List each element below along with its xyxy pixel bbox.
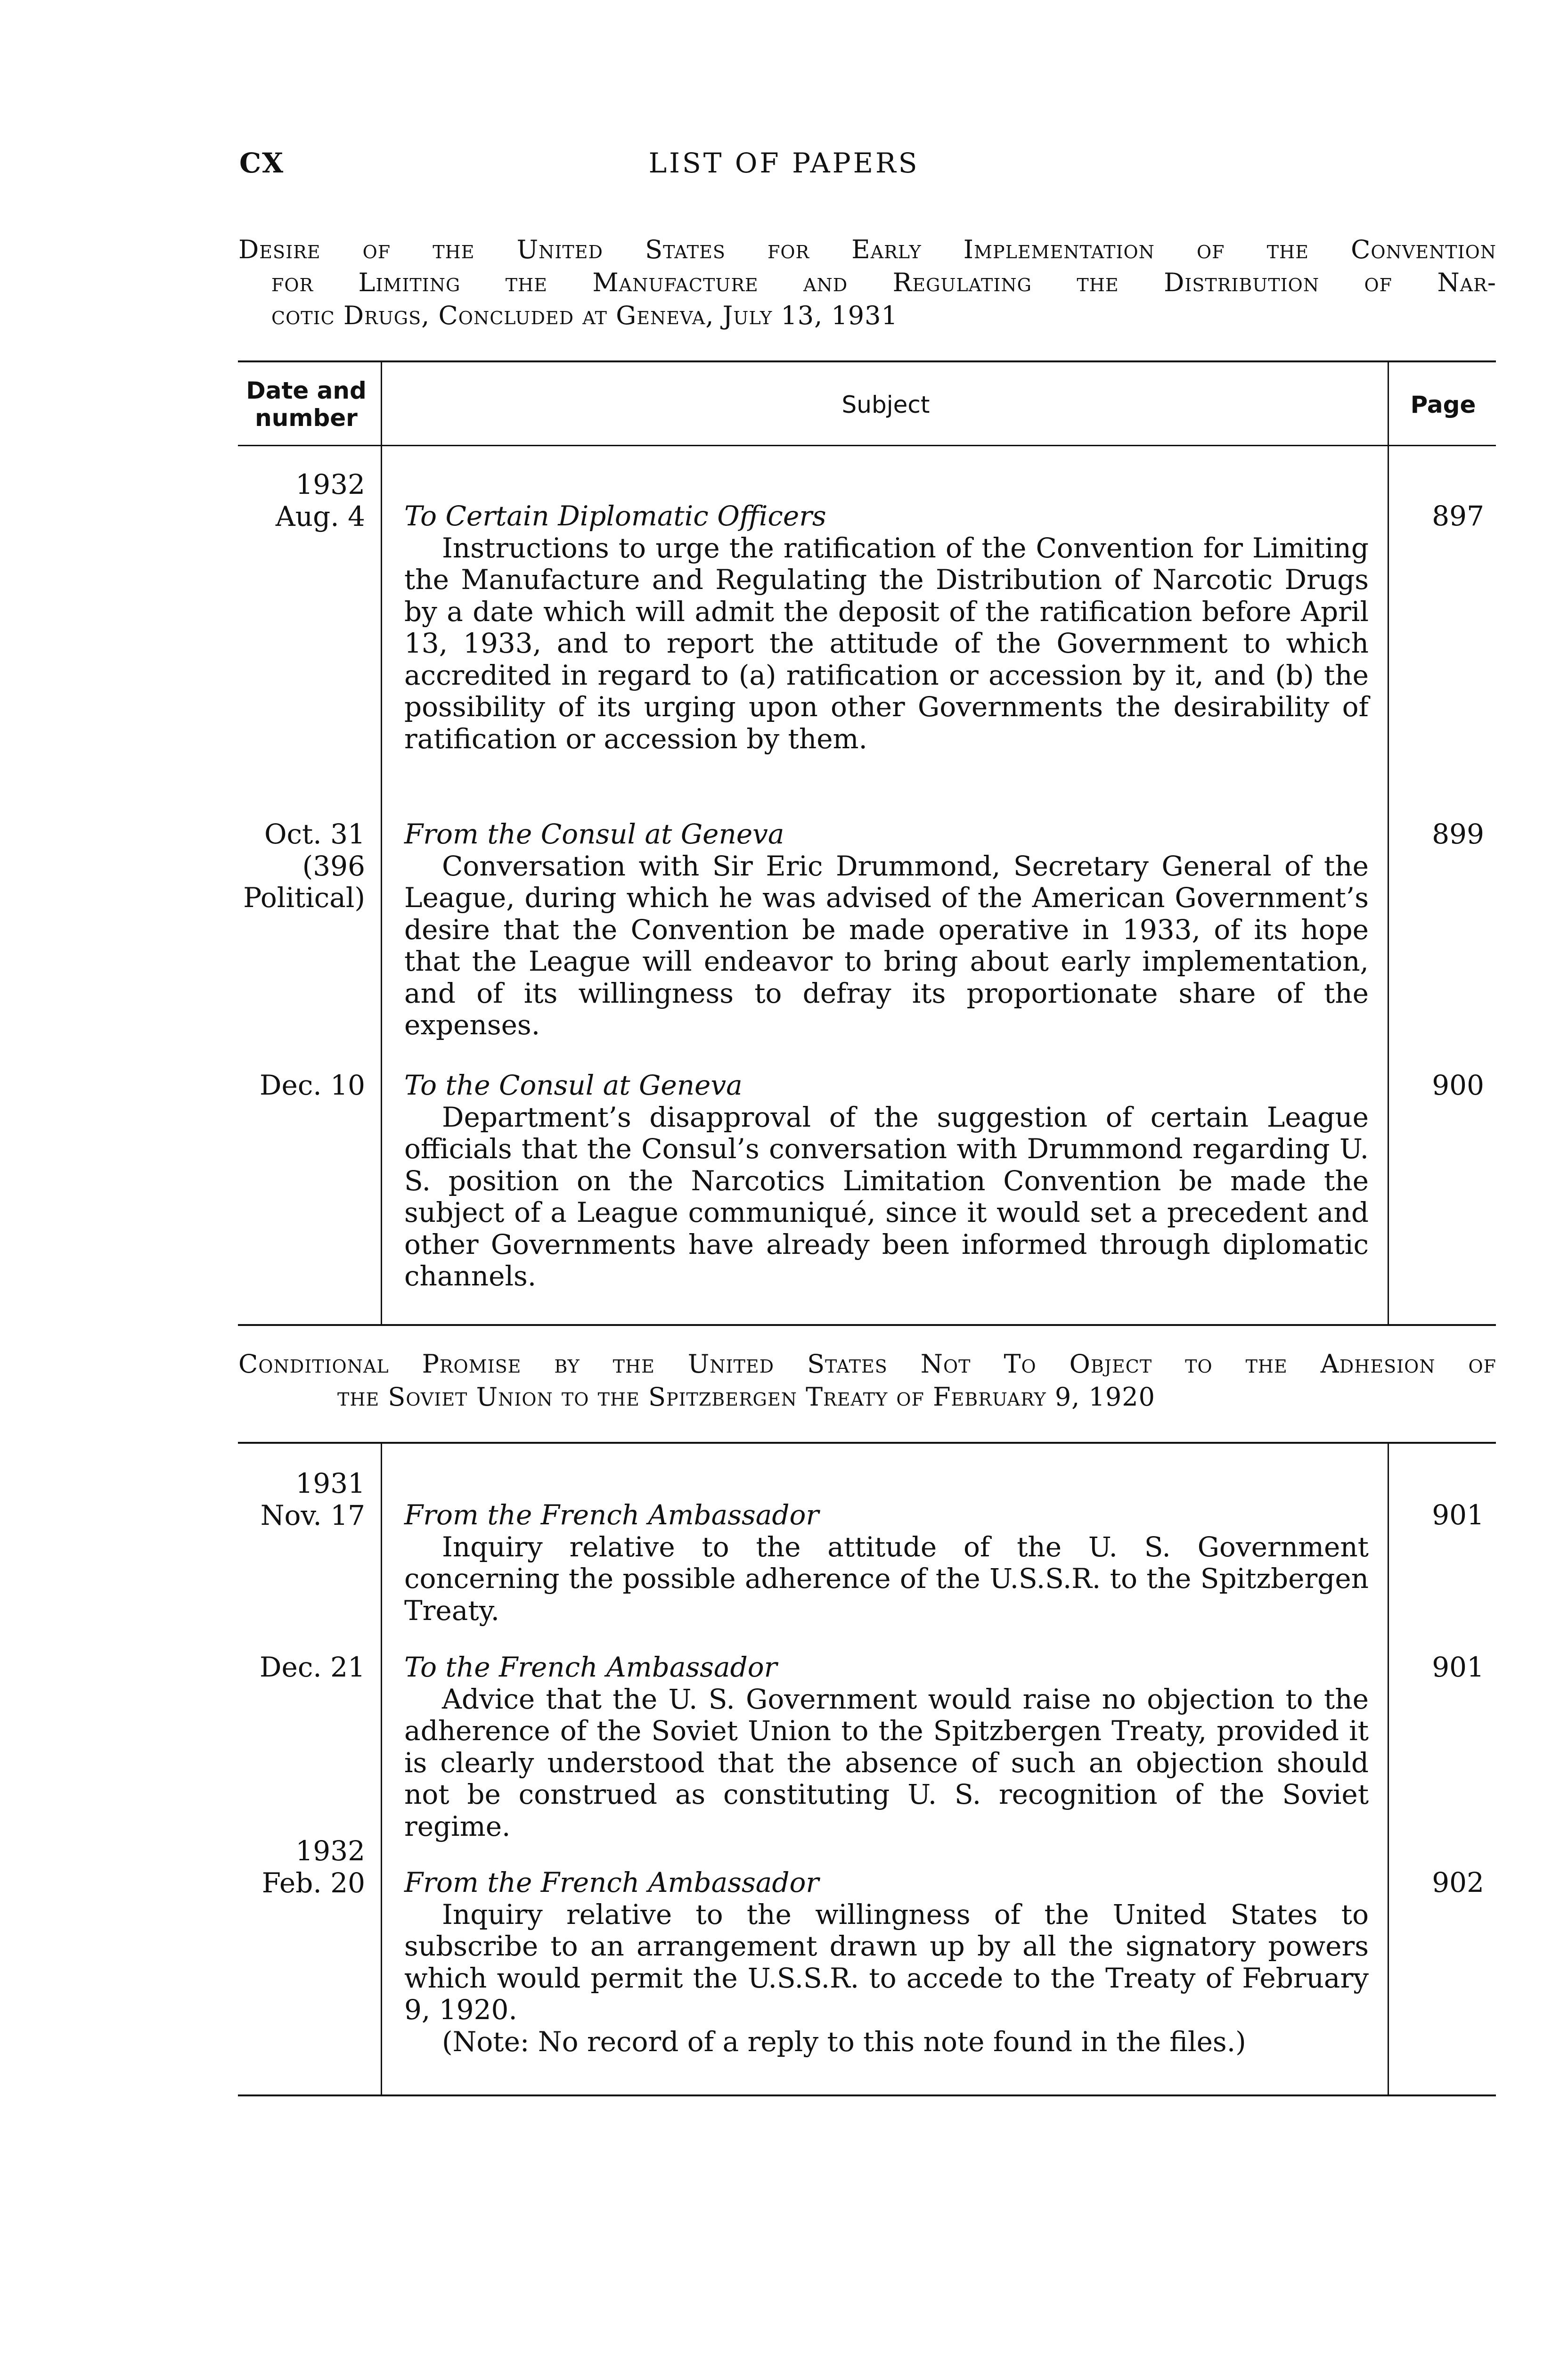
date-header-line: number [255, 404, 358, 432]
entry-subject [404, 500, 1369, 755]
section-heading-spitzbergen [238, 1348, 1496, 1414]
heading-line: Desire of the United States for Early Implementation of the Convention [238, 235, 1496, 264]
heading-line: Conditional Promise by the United States Not To Object to the Adhesion of [238, 1349, 1496, 1379]
entry-date-text: Aug. 4 [275, 500, 365, 532]
table-top-rule [238, 360, 1496, 362]
entry-correspondent: To the Consul at Geneva [404, 1069, 743, 1101]
heading-line: the Soviet Union to the Spitzbergen Treaty of February 9, 1920 [337, 1382, 1155, 1412]
entry-date [226, 1070, 365, 1102]
header-bottom-rule [238, 445, 1496, 446]
table-bottom-rule [238, 1324, 1496, 1326]
entry-correspondent: From the French Ambassador [404, 1866, 819, 1898]
heading-line: cotic Drugs, Concluded at Geneva, July 13, 1931 [271, 301, 898, 330]
column-divider-right [1388, 1442, 1389, 2094]
entry-summary: Conversation with Sir Eric Drummond, Secretary General of the League, during which he was advised of the American Government’s desire that the Convention be made operative in 1933, of its hope that the League will endeavor to bring about early implementation, and of its willingness to defray its proportionate share of the expenses. [404, 850, 1369, 1041]
column-divider-left [381, 360, 382, 1324]
entry-correspondent: From the Consul at Geneva [404, 818, 784, 850]
entry-subject [404, 1652, 1369, 1842]
entry-date [226, 1652, 365, 1684]
column-divider-left [381, 1442, 382, 2094]
entry-summary: Inquiry relative to the willingness of the United States to subscribe to an arrangement drawn up by all the signatory powers which would permit the U.S.S.R. to accede to the Treaty of February 9, 1920. [404, 1898, 1369, 2026]
entry-year: 1932 [295, 1835, 365, 1867]
entry-page: 899 [1432, 818, 1484, 850]
entry-date-text: Dec. 10 [260, 1069, 365, 1101]
entry-date [226, 1468, 365, 1531]
column-divider-right [1388, 360, 1389, 1324]
entry-number: Political) [243, 882, 365, 914]
entry-correspondent: To the French Ambassador [404, 1651, 777, 1683]
entry-subject [404, 1499, 1369, 1627]
page-folio: CX [239, 147, 285, 179]
entry-page: 900 [1432, 1069, 1484, 1101]
entry-summary: Advice that the U. S. Government would raise no objection to the adherence of the Soviet Union to the Spitzbergen Treaty, provided it is clearly understood that the absence of such an objection should not be construed as constituting U. S. recognition of the Soviet regime. [404, 1683, 1369, 1842]
entry-page: 901 [1432, 1651, 1484, 1683]
entry-date-text: Nov. 17 [260, 1499, 365, 1531]
entry-number: (396 [302, 850, 365, 882]
entry-date [226, 818, 365, 914]
entry-correspondent: From the French Ambassador [404, 1499, 819, 1531]
entry-subject [404, 818, 1369, 1041]
entry-subject [404, 1867, 1369, 2058]
entry-date-text: Oct. 31 [264, 818, 365, 850]
date-header-line: Date and [246, 377, 367, 404]
entry-date-text: Feb. 20 [261, 1866, 365, 1899]
entry-date [226, 1835, 365, 1899]
entry-date [226, 469, 365, 532]
table-bottom-rule [238, 2094, 1496, 2096]
entry-summary: Department’s disapproval of the suggestion of certain League officials that the Consul’s conversation with Drummond regarding U. S. position on the Narcotics Limitation Convention be made the subject of a League communiqué, since it would set a precedent and other Governments have already been informed through diplomatic channels. [404, 1101, 1369, 1292]
running-head [0, 141, 1568, 188]
column-header-subject: Subject [841, 391, 930, 418]
entry-year: 1931 [295, 1467, 365, 1499]
column-header-date [238, 377, 375, 432]
entry-correspondent: To Certain Diplomatic Officers [404, 500, 826, 532]
entry-summary: Inquiry relative to the attitude of the U. S. Government concerning the possible adherence of the U.S.S.R. to the Spitzbergen Treaty. [404, 1530, 1369, 1627]
entry-page: 902 [1432, 1866, 1484, 1898]
table-top-rule [238, 1442, 1496, 1444]
running-title: LIST OF PAPERS [648, 147, 920, 179]
entry-year: 1932 [295, 468, 365, 500]
section-heading-narcotics [238, 233, 1496, 332]
column-header-page: Page [1410, 391, 1476, 418]
entry-subject [404, 1070, 1369, 1293]
entry-page: 897 [1432, 500, 1484, 532]
entry-date-text: Dec. 21 [260, 1651, 365, 1683]
entry-summary: Instructions to urge the ratification of the Convention for Limiting the Manufacture and Regulating the Distribution of Narcotic Drugs by a date which will admit the deposit of the ratification before April 13, 1933, and to report the attitude of the Government to which accredited in regard to (a) ratification or accession by it, and (b) the possibility of its urging upon other Governments the desirability of ratification or accession by them. [404, 532, 1369, 755]
entry-page: 901 [1432, 1499, 1484, 1531]
entry-note: (Note: No record of a reply to this note found in the files.) [442, 2025, 1246, 2058]
heading-line: for Limiting the Manufacture and Regulating the Distribution of Nar- [271, 268, 1496, 297]
